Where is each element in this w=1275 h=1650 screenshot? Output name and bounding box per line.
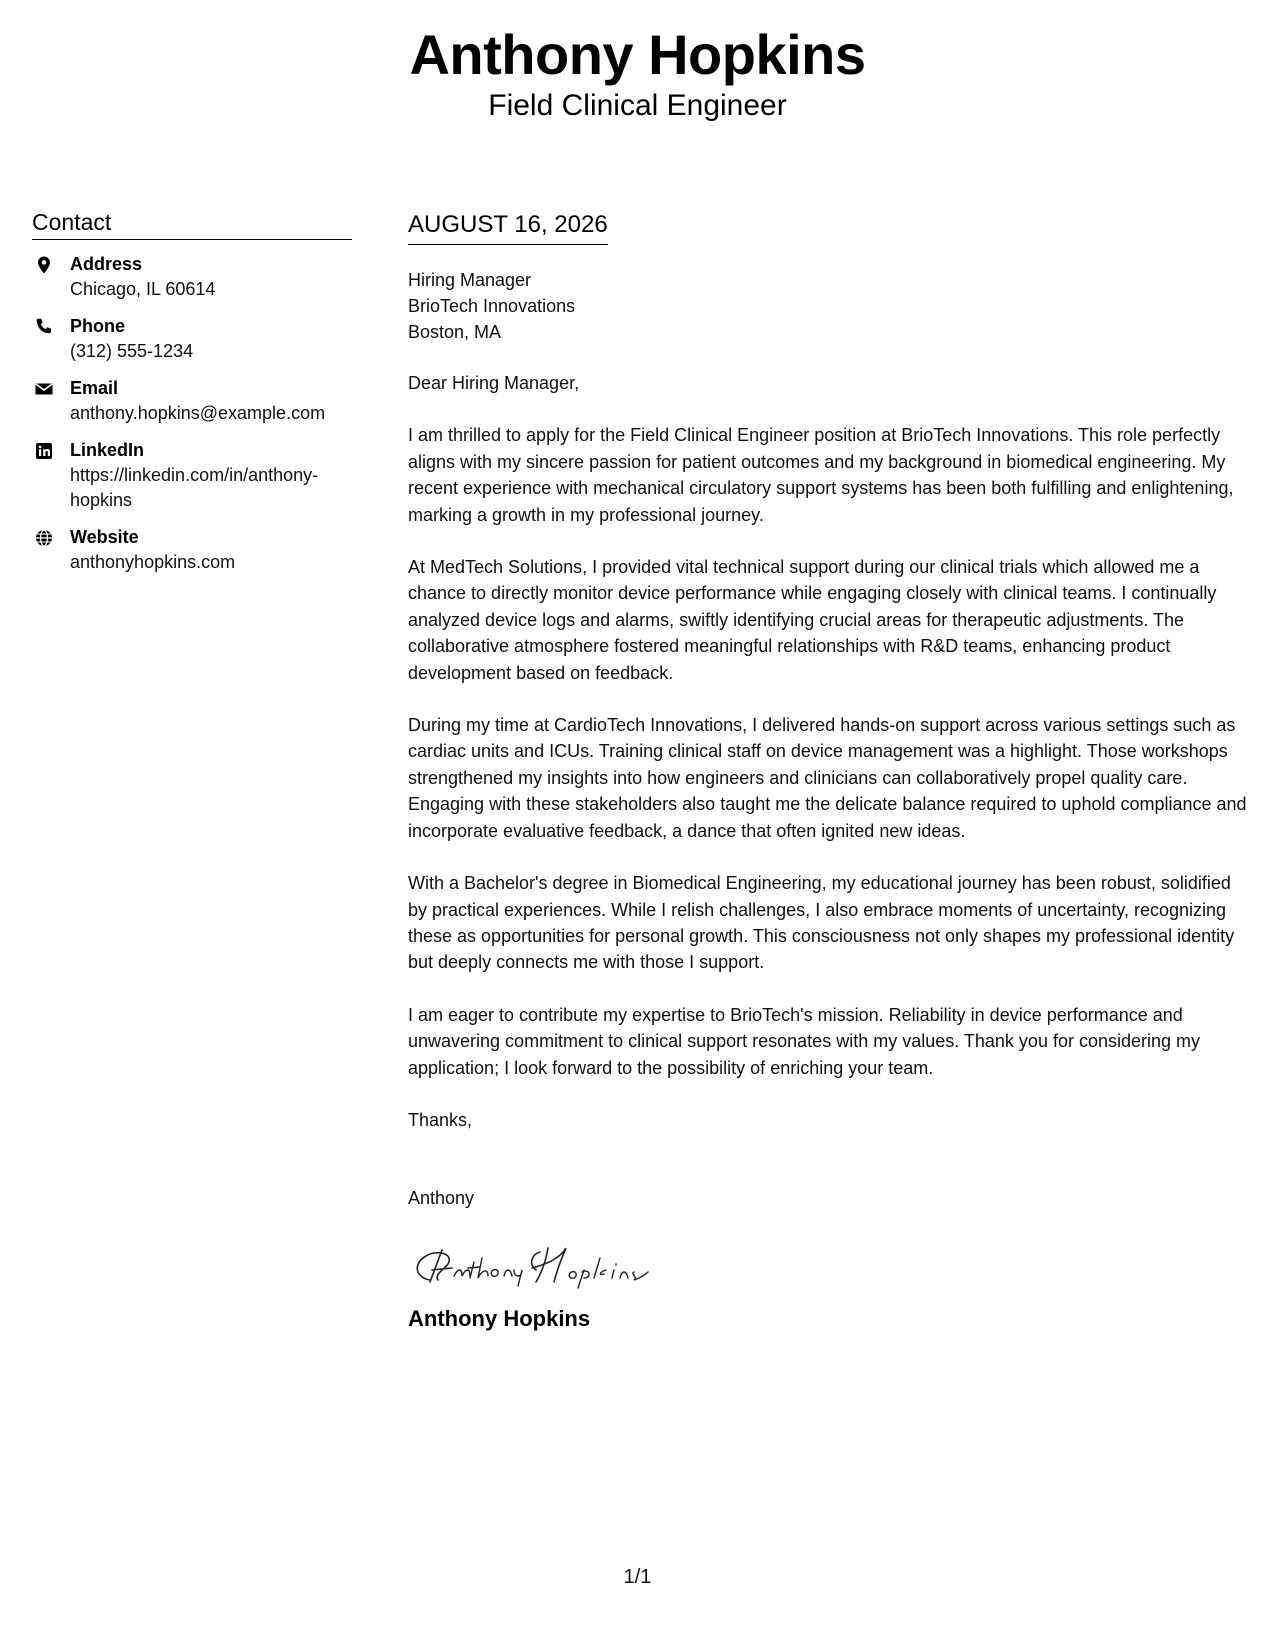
contact-email <box>32 376 352 426</box>
contact-value: anthony.hopkins@example.com <box>70 403 326 423</box>
contact-sidebar <box>32 208 352 587</box>
letter-paragraph: With a Bachelor's degree in Biomedical Engineering, my educational journey has been robust, solidified by practical experiences. While I relish challenges, I also embrace moments of uncertainty, recognizing these as opportunities for personal growth. This consciousness not only shapes my professional identity but deeply connects me with those I support. <box>408 873 1235 973</box>
closing: Thanks, <box>408 1109 473 1130</box>
contact-label: Website <box>70 527 139 547</box>
applicant-name: Anthony Hopkins <box>409 23 866 86</box>
contact-value: anthonyhopkins.com <box>70 552 236 572</box>
contact-value: https://linkedin.com/in/anthony-hopkins <box>70 465 319 510</box>
signoff-name: Anthony <box>408 1188 475 1209</box>
envelope-icon <box>34 379 54 399</box>
handwritten-signature <box>408 1240 1253 1290</box>
letter-body <box>408 210 1253 1332</box>
typed-name: Anthony Hopkins <box>408 1305 591 1331</box>
letter-paragraph: I am eager to contribute my expertise to BrioTech's mission. Reliability in device performance and unwavering commitment to clinical support resonates with my values. Thank you for considering my application; I look forward to the possibility of enriching your team. <box>408 1004 1201 1078</box>
applicant-title: Field Clinical Engineer <box>488 89 787 122</box>
contact-linkedin <box>32 438 352 513</box>
recipient-block <box>408 267 1253 345</box>
contact-label: Email <box>70 378 119 398</box>
letter-paragraph: I am thrilled to apply for the Field Clinical Engineer position at BrioTech Innovations. This role perfectly aligns with my sincere passion for patient outcomes and my background in biomedical engineering. My recent experience with mechanical circulatory support systems has been both fulfilling and enlightening, marking a growth in my professional journey. <box>408 425 1234 525</box>
recipient-line: Hiring Manager <box>408 270 532 290</box>
contact-value: (312) 555-1234 <box>70 341 194 361</box>
letter-date: AUGUST 16, 2026 <box>408 210 608 245</box>
letter-header <box>0 22 1275 124</box>
contact-heading: Contact <box>32 208 352 240</box>
recipient-line: Boston, MA <box>408 322 502 342</box>
globe-icon <box>34 528 54 548</box>
salutation: Dear Hiring Manager, <box>408 373 580 393</box>
contact-list <box>32 252 352 575</box>
contact-phone <box>32 314 352 364</box>
map-pin-icon <box>34 255 54 275</box>
contact-website <box>32 525 352 575</box>
contact-label: Phone <box>70 316 126 336</box>
page-number: 1/1 <box>623 1566 652 1588</box>
contact-label: LinkedIn <box>70 440 145 460</box>
letter-paragraph: During my time at CardioTech Innovations, I delivered hands-on support across various settings such as cardiac units and ICUs. Training clinical staff on device management was a highlight. Those workshops strengthened my insights into how engineers and clinicians can collaboratively propel quality care. Engaging with these stakeholders also taught me the delicate balance required to uphold compliance and incorporate evaluative feedback, a dance that often ignited new ideas. <box>408 715 1247 841</box>
phone-icon <box>34 317 54 337</box>
letter-paragraph: At MedTech Solutions, I provided vital technical support during our clinical trials which allowed me a chance to directly monitor device performance while engaging closely with clinical teams. I continually analyzed device logs and alarms, swiftly identifying crucial areas for therapeutic adjustments. The collaborative atmosphere fostered meaningful relationships with R&D teams, enhancing product development based on feedback. <box>408 557 1217 683</box>
contact-label: Address <box>70 254 143 274</box>
contact-value: Chicago, IL 60614 <box>70 279 216 299</box>
recipient-line: BrioTech Innovations <box>408 296 576 316</box>
linkedin-icon <box>34 441 54 461</box>
contact-address <box>32 252 352 302</box>
